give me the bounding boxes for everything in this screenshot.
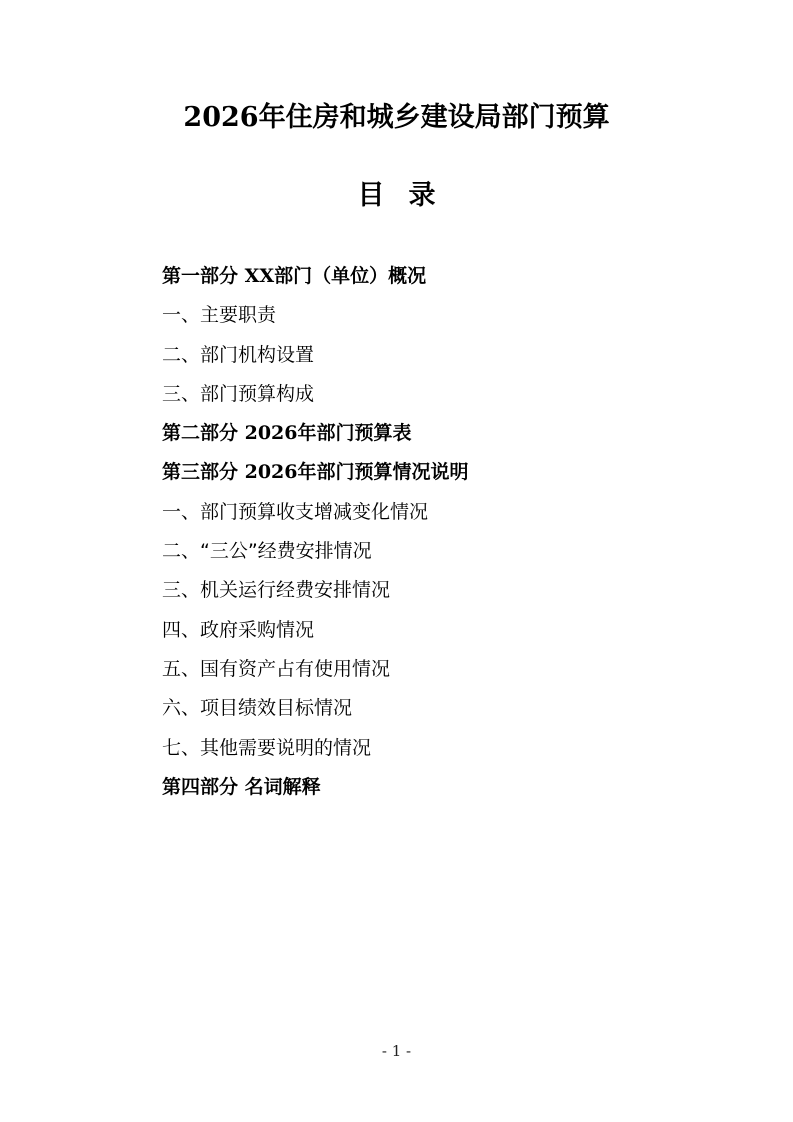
- toc-item-operating-expenses: 三、机关运行经费安排情况: [162, 579, 391, 602]
- document-title: 2026年住房和城乡建设局部门预算: [183, 102, 610, 133]
- toc-item-part-3: 第三部分 2026年部门预算情况说明: [162, 461, 469, 484]
- toc-item-other-notes: 七、其他需要说明的情况: [162, 736, 372, 759]
- toc-item-three-public-expenses: 二、“三公”经费安排情况: [162, 540, 372, 563]
- toc-item-state-assets: 五、国有资产占有使用情况: [162, 657, 391, 680]
- toc-item-performance-targets: 六、项目绩效目标情况: [162, 697, 353, 720]
- toc-item-part-4: 第四部分 名词解释: [162, 775, 321, 798]
- toc-heading: 目录: [357, 180, 460, 211]
- toc-item-part-2: 第二部分 2026年部门预算表: [162, 422, 412, 445]
- toc-list: [162, 256, 722, 806]
- toc-item-main-duties: 一、主要职责: [162, 304, 277, 327]
- toc-item-government-procurement: 四、政府采购情况: [162, 618, 315, 641]
- page-number: - 1 -: [381, 1042, 412, 1060]
- toc-item-part-1: 第一部分 XX部门（单位）概况: [162, 265, 427, 287]
- toc-item-budget-changes: 一、部门预算收支增减变化情况: [162, 500, 429, 523]
- toc-item-org-structure: 二、部门机构设置: [162, 343, 315, 366]
- toc-item-budget-composition: 三、部门预算构成: [162, 382, 315, 405]
